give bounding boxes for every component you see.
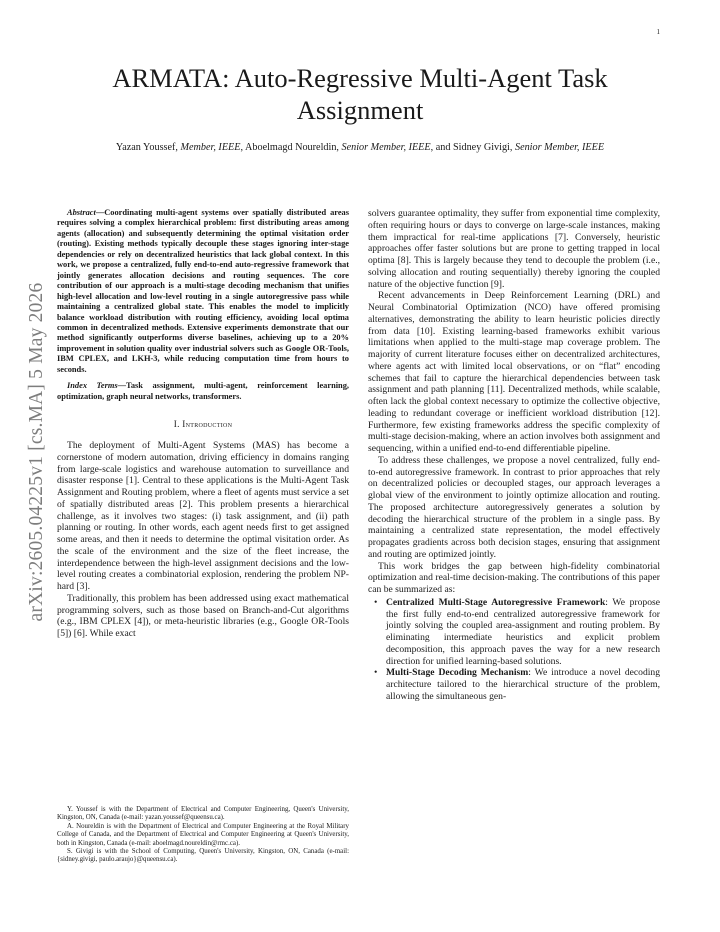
right-paragraph-3: To address these challenges, we propose a novel centralized, fully end-to-end autoregressive framework. In contrast to prior approaches that rely on decentralized policies or decoupled stages, our approach leverages a global view of the environment to jointly optimize allocation and routing. The proposed architecture autoregressively generates a solution by decoding the hierarchical structure of the problem in a single pass. By maintaining a centralized state representation, the model effectively propagates gradients across both decision stages, ensuring that assignment and routing are optimized jointly. [368,454,660,560]
footnotes [57,806,349,865]
footnote-givigi: S. Givigi is with the School of Computing, Queen's University, Kingston, ON, Canada (e-mail: {sidney.givigi, paulo.araujo}@queensu.ca). [57,848,349,864]
left-column [57,208,349,640]
section-heading-introduction [57,419,349,429]
bullet-icon: • [374,596,378,608]
author-1-role: Member, IEEE [180,142,241,153]
author-2: , Aboelmagd Noureldin, [240,142,342,153]
section-heading-text: I. Introduction [173,419,233,430]
index-terms-text: —Task assignment, multi-agent, reinforcement learning, optimization, graph neural networks, transformers. [57,381,349,401]
contribution-item [368,597,660,668]
author-2-role: Senior Member, IEEE [341,142,431,153]
right-paragraph-2: Recent advancements in Deep Reinforcement Learning (DRL) and Neural Combinatorial Optimization (NCO) have offered promising alternatives, demonstrating the ability to learn heuristic policies directly from data [10]. Existing learning-based frameworks exhibit various limitations when applied to the multi-stage map coverage problem. The majority of current literature focuses either on decentralized architectures, where agents act with limited local observations, or on “flat” encoding schemes that fail to capture the hierarchical dependencies between task assignment and path planning [11]. Decentralized methods, while scalable, often lack the global context necessary to optimize the collective objective, leading to redundant coverage or inefficient workload distribution [12]. Furthermore, few existing frameworks address the specific complexity of multi-stage decision-making, where an action involves both assignment and sequencing, within a unified end-to-end differentiable pipeline. [368,290,660,454]
index-terms-label: Index Terms [67,381,118,391]
intro-paragraph-1: The deployment of Multi-Agent Systems (MAS) has become a cornerstone of modern automation, driving efficiency in domains ranging from large-scale logistics and warehouse automation to surveillance and disaster response [1]. Central to these applications is the Multi-Agent Task Assignment and Routing problem, where a fleet of agents must service a set of spatially distributed areas [2]. This problem presents a hierarchical challenge, as it involves two stages: (i) task assignment, and (ii) path planning or routing. In other words, each agent needs first to get assigned some areas, and then it needs to determine the optimal visitation order. As the scale of the environment and the size of the fleet increase, the interdependence between the high-level assignment decisions and the low-level routing creates a combinatorial explosion, rendering the problem NP-hard [3]. [57,440,349,593]
bullet-icon: • [374,667,378,679]
contribution-lead: Multi-Stage Decoding Mechanism [386,667,529,679]
arxiv-identifier-text: arXiv:2605.04225v1 [cs.MA] 5 May 2026 [26,282,47,622]
page-number: 1 [656,28,660,36]
index-terms [57,381,349,402]
arxiv-identifier [27,232,47,672]
contribution-text: : We introduce a novel decoding architecture tailored to the hierarchical structure of the problem, allowing the simultaneous gen- [386,667,660,702]
abstract [57,208,349,375]
paper-title: ARMATA: Auto-Regressive Multi-Agent Task Assignment [112,63,608,125]
author-1: Yazan Youssef, [115,142,181,153]
intro-paragraph-2: Traditionally, this problem has been addressed using exact mathematical programming solvers, such as those based on Branch-and-Cut algorithms (e.g., IBM CPLEX [4]), or meta-heuristic libraries (e.g., Google OR-Tools [5]) [6]. While exact [57,592,349,640]
contributions-list [368,597,660,703]
abstract-label: Abstract [67,208,96,217]
contribution-lead: Centralized Multi-Stage Autoregressive Framework [386,596,606,608]
contribution-item [368,667,660,702]
footnote-noureldin: A. Noureldin is with the Department of Electrical and Computer Engineering at the Royal Military College of Canada, and the Department of Electrical and Computer Engineering at Queen's University, both in Kingston, Canada (e-mail: aboelmagd.noureldin@rmc.ca). [57,822,349,847]
author-3-role: Senior Member, IEEE [514,142,605,153]
footnote-youssef: Y. Youssef is with the Department of Electrical and Computer Engineering, Queen's University, Kingston, ON, Canada (e-mail: yazan.youssef@queensu.ca). [57,806,349,822]
right-paragraph-4: This work bridges the gap between high-fidelity combinatorial optimization and real-time decision-making. The contributions of this paper can be summarized as: [368,560,660,595]
abstract-text: —Coordinating multi-agent systems over spatially distributed areas requires solving a complex hierarchical problem: first distributing areas among agents (allocation) and subsequently determining the optimal visitation order (routing). Existing methods typically decouple these stages ignoring inter-stage dependencies or rely on decentralized heuristics that lack global context. In this work, we propose a centralized, fully end-to-end auto-regressive framework that jointly generates allocation decisions and routing sequences. The core contribution of our approach is a multi-stage decoding mechanism that unifies high-level allocation and low-level routing in a single autoregressive pass while maintaining a centralized global state. This enables the model to implicitly balance workload distribution with routing efficiency, avoiding local optima common in decentralized methods. Extensive experiments demonstrate that our method significantly outperforms diverse baselines, achieving up to a 20% improvement in solution quality over industrial solvers such as Google OR-Tools, IBM CPLEX, and LKH-3, while reducing computation time from hours to seconds. [57,208,349,374]
author-3: , and Sidney Givigi, [430,142,515,153]
contribution-text: : We propose the first fully end-to-end centralized autoregressive framework for jointly solving the coupled area-assignment and routing problem. By eliminating intermediate heuristics and explicit problem decomposition, this approach paves the way for a new research direction for unified learning-based solutions. [386,596,660,667]
right-column [368,208,660,703]
author-list [58,141,662,154]
right-paragraph-1: solvers guarantee optimality, they suffer from exponential time complexity, often requiring hours or days to converge on large-scale instances, making them impractical for real-time applications [7]. Conversely, heuristic approaches offer faster solutions but are prone to getting trapped in local optima [8]. This is largely because they tend to decouple the problem (i.e., solving allocation and routing sequentially) thereby ignoring the coupled nature of the objective function [9]. [368,208,660,290]
